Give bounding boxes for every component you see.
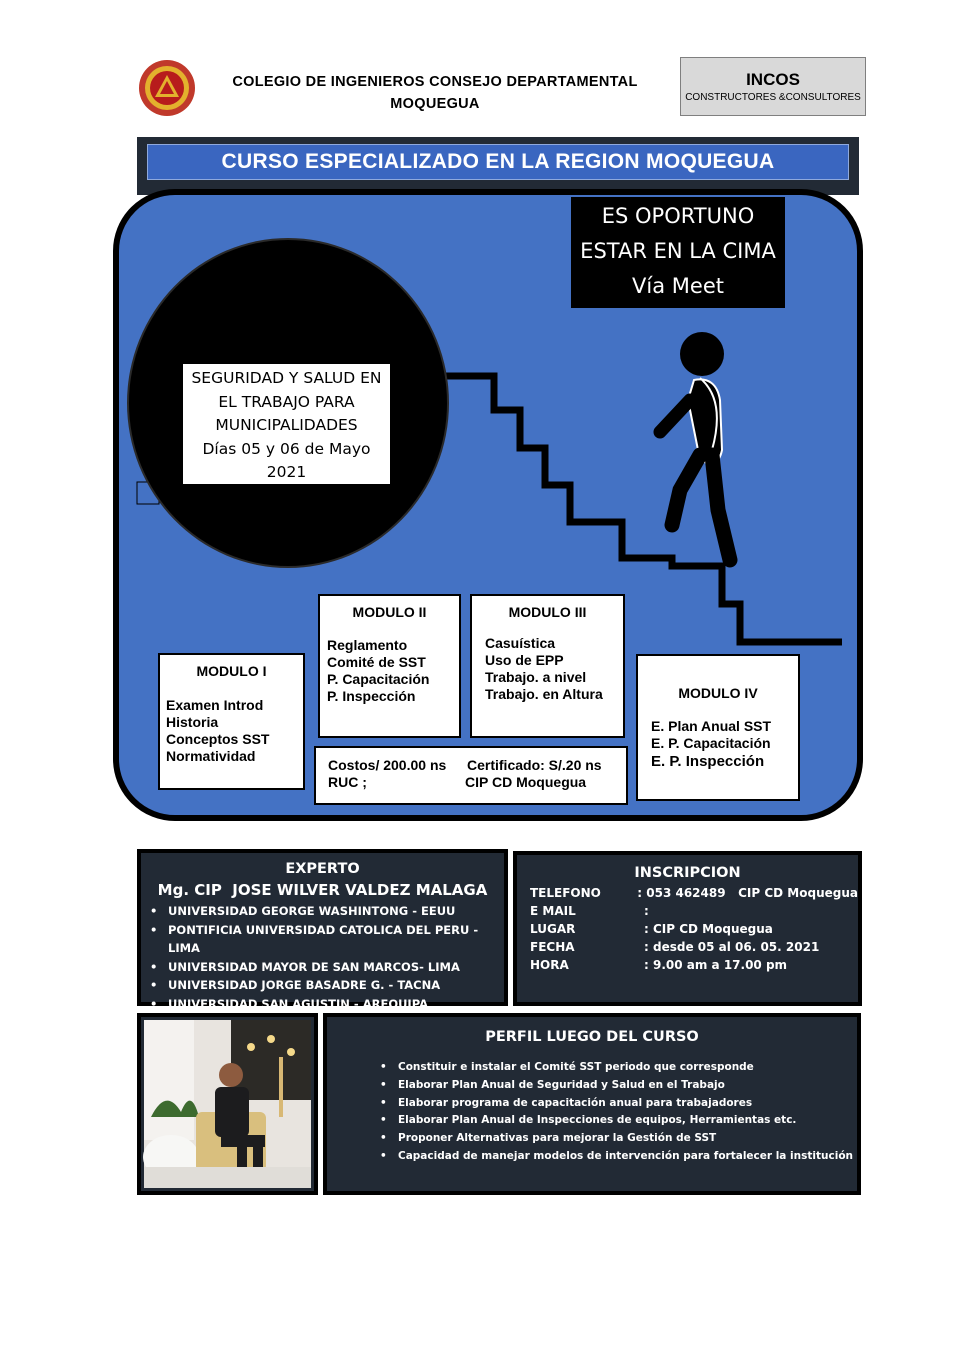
module-item: P. Capacitación (327, 671, 430, 687)
module-item: Historia (166, 714, 219, 730)
list-item: • Elaborar Plan Anual de Inspecciones de equipos, Herramientas etc. (398, 1112, 857, 1130)
course-line-3: MUNICIPALIDADES (215, 416, 358, 434)
module-item: Trabajo. en Altura (485, 686, 603, 702)
module-title: MODULO III (508, 604, 587, 620)
course-title-box (183, 364, 390, 484)
climbing-person-icon (660, 332, 730, 560)
module-item: Conceptos SST (166, 731, 270, 747)
module-item: E. Plan Anual SST (651, 718, 772, 734)
slogan-box (571, 197, 785, 308)
module-1-box (158, 653, 305, 790)
module-item: Uso de EPP (485, 652, 564, 668)
row-label: FECHA (530, 940, 575, 954)
list-item: • Constituir e instalar el Comité SST periodo que corresponde (398, 1059, 857, 1077)
course-line-4: Días 05 y 06 de Mayo (202, 439, 371, 458)
registration-heading: INSCRIPCION (634, 865, 741, 881)
list-item: • Capacidad de manejar modelos de intervención para fortalecer la institución (398, 1148, 857, 1166)
course-line-1: SEGURIDAD Y SALUD EN (191, 369, 382, 387)
module-item: E. P. Capacitación (651, 735, 771, 751)
row-value: : 9.00 am a 17.00 pm (644, 958, 788, 972)
module-item: Normatividad (166, 748, 256, 764)
list-item: • Elaborar Plan Anual de Seguridad y Salud en el Trabajo (398, 1077, 857, 1095)
expert-photo (137, 1013, 318, 1195)
module-item: E. P. Inspección (651, 753, 765, 770)
ruc-text: RUC ; (328, 774, 367, 790)
row-value: : CIP CD Moquegua (644, 922, 773, 936)
profile-heading: PERFIL LUEGO DEL CURSO (485, 1029, 699, 1045)
course-line-5: 2021 (266, 463, 307, 481)
module-title: MODULO I (196, 663, 267, 679)
row-value: : 053 462489 CIP CD Moquegua (637, 886, 858, 900)
costs-box (314, 746, 628, 805)
table-row (517, 884, 858, 902)
row-label: HORA (530, 958, 569, 972)
registration-rows (517, 884, 858, 974)
table-row (517, 938, 858, 956)
module-item: Examen Introd (166, 697, 264, 713)
row-value: : desde 05 al 06. 05. 2021 (644, 940, 820, 954)
module-title: MODULO IV (678, 685, 758, 701)
module-item: Comité de SST (327, 654, 426, 670)
list-item: • UNIVERSIDAD GEORGE WASHINTONG - EEUU (168, 902, 504, 921)
module-title: MODULO II (352, 604, 427, 620)
list-item: • Proponer Alternativas para mejorar la Gestión de SST (398, 1130, 857, 1148)
module-item: P. Inspección (327, 688, 416, 704)
banner-title: CURSO ESPECIALIZADO EN LA REGION MOQUEGUA (147, 144, 849, 180)
org-line-2: MOQUEGUA (390, 96, 480, 112)
list-item: • Elaborar programa de capacitación anual para trabajadores (398, 1095, 857, 1113)
module-item: Trabajo. a nivel (485, 669, 587, 685)
incos-title: INCOS (746, 70, 800, 89)
expert-name: Mg. CIP JOSE WILVER VALDEZ MALAGA (157, 881, 488, 899)
list-item: • PONTIFICIA UNIVERSIDAD CATOLICA DEL PERU - LIMA (168, 921, 504, 958)
slogan-line-3: Vía Meet (632, 274, 724, 298)
module-4-box (636, 654, 800, 801)
module-2-box (318, 594, 461, 738)
slogan-line-1: ES OPORTUNO (601, 204, 755, 228)
module-item: Casuística (485, 635, 556, 651)
row-label: E MAIL (530, 904, 576, 918)
list-item: • UNIVERSIDAD JORGE BASADRE G. - TACNA (168, 976, 504, 995)
profile-list (398, 1059, 857, 1166)
module-item: Reglamento (327, 637, 408, 653)
row-label: TELEFONO (530, 886, 601, 900)
row-label: LUGAR (530, 922, 576, 936)
profile-panel (323, 1013, 861, 1195)
module-3-box (470, 594, 625, 738)
university-list (168, 902, 504, 1013)
row-value: : (644, 904, 649, 918)
cost-text: Costos/ 200.00 ns (328, 757, 447, 773)
registration-panel (513, 851, 862, 1006)
certificate-issuer: CIP CD Moquegua (465, 774, 587, 790)
expert-heading: EXPERTO (285, 861, 360, 877)
table-row (517, 920, 858, 938)
org-line-1: COLEGIO DE INGENIEROS CONSEJO DEPARTAMENTAL (232, 74, 638, 90)
certificate-text: Certificado: S/.20 ns (467, 757, 602, 773)
table-row (517, 902, 858, 920)
list-item: • UNIVERSIDAD SAN AGUSTIN - AREQUIPA (168, 995, 504, 1014)
table-row (517, 956, 858, 974)
incos-subtitle: CONSTRUCTORES &CONSULTORES (685, 92, 861, 103)
slogan-line-2: ESTAR EN LA CIMA (580, 239, 776, 263)
expert-panel (137, 849, 508, 1011)
course-line-2: EL TRABAJO PARA (218, 392, 355, 411)
list-item: • UNIVERSIDAD MAYOR DE SAN MARCOS- LIMA (168, 958, 504, 977)
